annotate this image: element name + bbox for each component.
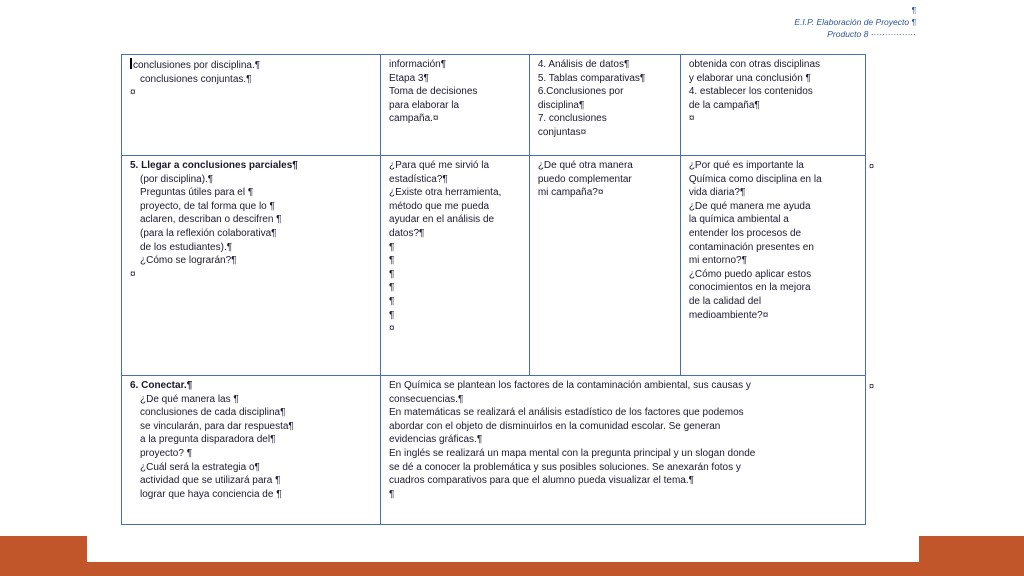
cell-line: a la pregunta disparadora del¶ bbox=[140, 434, 276, 446]
text-cursor bbox=[130, 58, 132, 69]
cell-line: obtenida con otras disciplinas bbox=[688, 59, 821, 70]
cell-line: ¿De qué manera me ayuda bbox=[688, 200, 811, 212]
cell-line: 5. Tablas comparativas¶ bbox=[537, 72, 646, 84]
cell-line: 4. establecer los contenidos bbox=[688, 86, 813, 98]
cell-line: de la campaña¶ bbox=[688, 99, 760, 111]
cell-line: se dé a conocer la problemática y sus posibles soluciones. Se anexarán fotos y bbox=[389, 461, 741, 473]
cell-line: campaña.¤ bbox=[389, 113, 439, 125]
cell-line: disciplina¶ bbox=[537, 99, 585, 111]
cell-line: 6.Conclusiones por bbox=[537, 86, 624, 98]
cell-line: para elaborar la bbox=[389, 99, 460, 111]
cell-line: ¶ bbox=[389, 268, 395, 280]
cell-line: ¿Para qué me sirvió la bbox=[389, 160, 490, 171]
table-cell[interactable] bbox=[529, 55, 680, 156]
cell-end-mark: ¤ bbox=[130, 87, 136, 99]
cell-line: ¶ bbox=[389, 295, 395, 307]
cell-line: consecuencias.¶ bbox=[389, 393, 464, 405]
table-cell[interactable] bbox=[381, 156, 530, 376]
table-cell[interactable] bbox=[529, 156, 680, 376]
cell-line: lograr que haya conciencia de ¶ bbox=[140, 488, 282, 500]
cell-line: conocimientos en la mejora bbox=[688, 282, 811, 294]
cell-line: mi campaña?¤ bbox=[537, 187, 604, 199]
cell-line: 4. Análisis de datos¶ bbox=[537, 59, 630, 70]
cell-line: información¶ bbox=[389, 59, 447, 70]
cell-line: proyecto, de tal forma que lo ¶ bbox=[140, 200, 275, 212]
cell-line: evidencias gráficas.¶ bbox=[389, 434, 483, 446]
cell-line: 7. conclusiones bbox=[537, 113, 607, 125]
cell-line: conclusiones por disciplina.¶ bbox=[133, 60, 261, 71]
cell-end-mark: ¤ bbox=[389, 323, 395, 335]
cell-line: Toma de decisiones bbox=[389, 86, 478, 98]
cell-line: ¿Por qué es importante la bbox=[688, 160, 804, 171]
cell-line: datos?¶ bbox=[389, 227, 425, 239]
cell-line: (para la reflexión colaborativa¶ bbox=[140, 227, 277, 239]
cell-line: En Química se plantean los factores de la contaminación ambiental, sus causas y bbox=[389, 380, 751, 391]
cell-line: ¿De qué otra manera bbox=[537, 160, 633, 171]
project-table bbox=[121, 54, 866, 525]
cell-line: estadística?¶ bbox=[389, 173, 448, 185]
cell-line: ¶ bbox=[389, 255, 395, 267]
cell-end-mark: ¤ bbox=[688, 113, 695, 125]
table-cell[interactable] bbox=[680, 156, 865, 376]
page-bottom-edge bbox=[87, 532, 919, 562]
table-cell[interactable] bbox=[122, 55, 381, 156]
cell-line: En inglés se realizará un mapa mental con la pregunta principal y un slogan donde bbox=[389, 447, 756, 459]
cell-line: contaminación presentes en bbox=[688, 241, 814, 253]
cell-line: proyecto? ¶ bbox=[140, 447, 193, 459]
table-cell[interactable] bbox=[122, 156, 381, 376]
cell-line: medioambiente?¤ bbox=[688, 309, 769, 321]
cell-line: ¿De qué manera las ¶ bbox=[140, 393, 239, 405]
cell-line: En matemáticas se realizará el análisis estadístico de los factores que podemos bbox=[389, 407, 744, 419]
cell-line: de los estudiantes).¶ bbox=[140, 241, 233, 253]
table-cell[interactable] bbox=[122, 376, 381, 525]
cell-line: puedo complementar bbox=[537, 173, 632, 185]
cell-line: ¶ bbox=[389, 241, 395, 253]
cell-line: y elaborar una conclusión ¶ bbox=[688, 72, 811, 84]
cell-line: aclaren, describan o descifren ¶ bbox=[140, 214, 282, 226]
document-header bbox=[794, 4, 916, 40]
cell-line: conjuntas¤ bbox=[537, 126, 587, 138]
step-heading: 5. Llegar a conclusiones parciales¶ bbox=[130, 160, 298, 171]
cell-line: Preguntas útiles para el ¶ bbox=[140, 187, 254, 199]
cell-line: la química ambiental a bbox=[688, 214, 789, 226]
cell-line: abordar con el objeto de disminuirlos en la comunidad escolar. Se generan bbox=[389, 420, 721, 432]
table-row bbox=[122, 156, 866, 376]
cell-line: ¿Cuál será la estrategia o¶ bbox=[140, 461, 260, 473]
cell-line: cuadros comparativos para que el alumno pueda visualizar el tema.¶ bbox=[389, 475, 694, 487]
cell-line: actividad que se utilizará para ¶ bbox=[140, 475, 281, 487]
table-row bbox=[122, 376, 866, 525]
cell-line: ¶ bbox=[389, 309, 395, 321]
cell-line: entender los procesos de bbox=[688, 227, 802, 239]
cell-line: de la calidad del bbox=[688, 295, 762, 307]
cell-line: Química como disciplina en la bbox=[688, 173, 822, 185]
cell-line: método que me pueda bbox=[389, 200, 490, 212]
cell-line: (por disciplina).¶ bbox=[140, 173, 214, 185]
cell-end-mark: ¤ bbox=[130, 268, 136, 280]
cell-line: ¶ bbox=[389, 488, 395, 500]
table-cell-merged[interactable] bbox=[381, 376, 866, 525]
header-product-label: Producto 8 ················ bbox=[827, 29, 916, 39]
cell-line: Etapa 3¶ bbox=[389, 72, 429, 84]
cell-line: ayudar en el análisis de bbox=[389, 214, 495, 226]
cell-line: conclusiones de cada disciplina¶ bbox=[140, 407, 286, 419]
header-project-title: E.I.P. Elaboración de Proyecto ¶ bbox=[794, 17, 916, 27]
cell-line: ¿Cómo puedo aplicar estos bbox=[688, 268, 812, 280]
table-cell[interactable] bbox=[680, 55, 865, 156]
row-end-mark: ¤ bbox=[869, 381, 875, 391]
row-end-mark: ¤ bbox=[869, 161, 875, 171]
cell-line: conclusiones conjuntas.¶ bbox=[140, 73, 252, 85]
cell-line: ¿Cómo se lograrán?¶ bbox=[140, 255, 237, 267]
header-pilcrow: ¶ bbox=[911, 5, 916, 15]
step-heading: 6. Conectar.¶ bbox=[130, 380, 193, 391]
table-row bbox=[122, 55, 866, 156]
cell-line: vida diaria?¶ bbox=[688, 187, 746, 199]
cell-line: mi entorno?¶ bbox=[688, 255, 747, 267]
cell-line: se vincularán, para dar respuesta¶ bbox=[140, 420, 294, 432]
cell-line: ¿Existe otra herramienta, bbox=[389, 187, 502, 199]
table-cell[interactable] bbox=[381, 55, 530, 156]
cell-line: ¶ bbox=[389, 282, 395, 294]
